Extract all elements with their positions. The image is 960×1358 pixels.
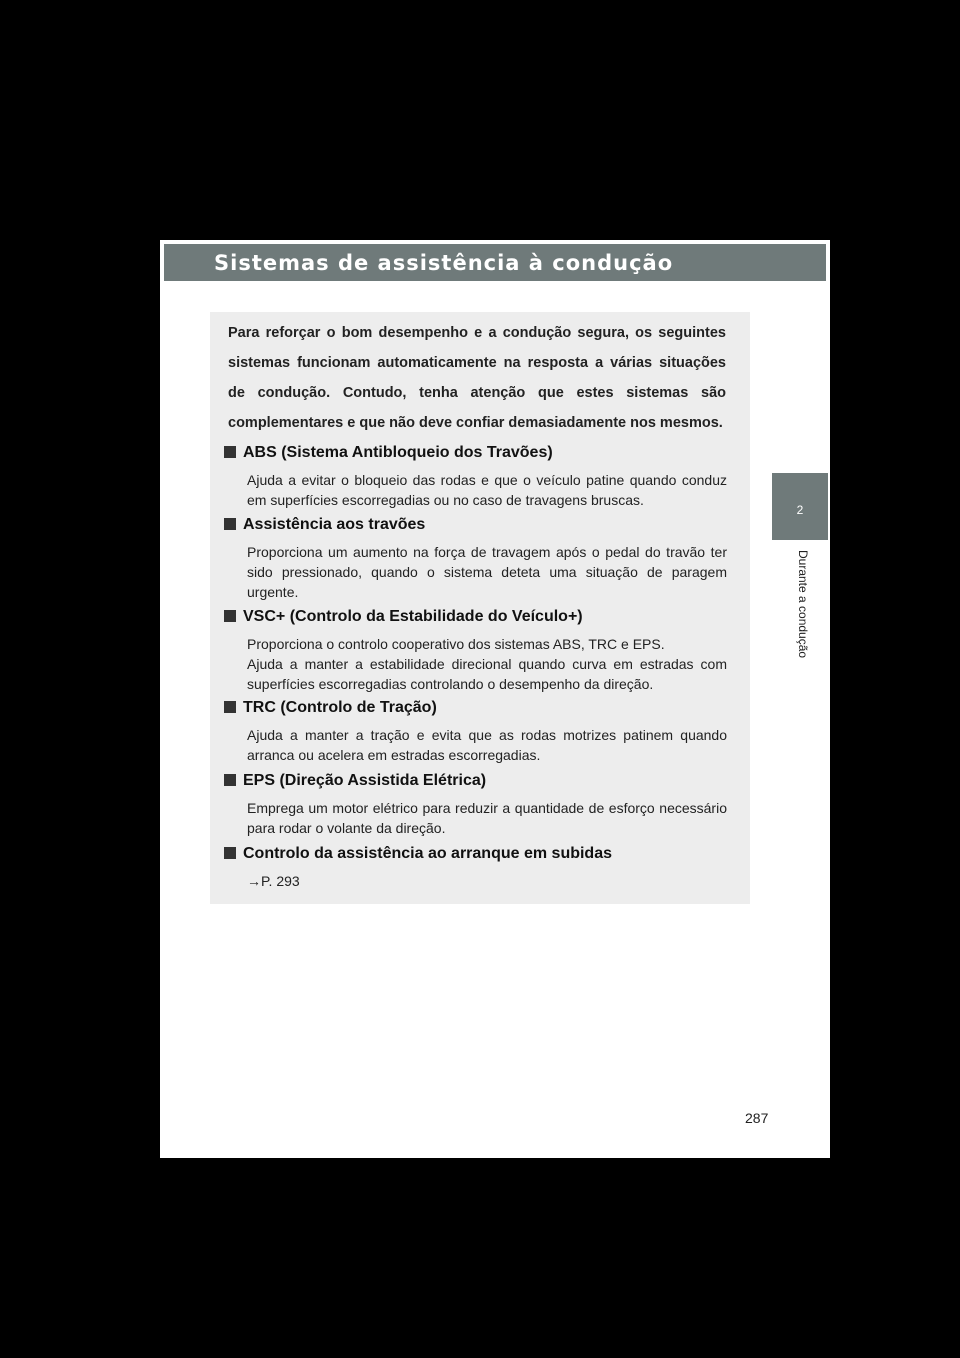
body-line: Ajuda a manter a estabilidade direcional quando curva em estradas com superfícies escorregadias controlando o desempenho da direção. bbox=[247, 656, 727, 692]
body-line: Proporciona um aumento na força de travagem após o pedal do travão ter sido pressionado, quando o sistema deteta uma situação de paragem urgente. bbox=[247, 544, 727, 600]
title-bar bbox=[164, 244, 826, 281]
chapter-tab bbox=[772, 473, 828, 540]
body-line: Ajuda a manter a tração e evita que as rodas motrizes patinem quando arranca ou acelera em estradas escorregadias. bbox=[247, 727, 727, 763]
section-abs bbox=[224, 442, 734, 510]
section-heading bbox=[224, 697, 734, 719]
section-vsc bbox=[224, 606, 734, 694]
section-eps bbox=[224, 770, 734, 838]
section-hill-start bbox=[224, 843, 734, 891]
heading-text: ABS (Sistema Antibloqueio dos Travões) bbox=[243, 444, 553, 461]
heading-text: Assistência aos travões bbox=[243, 516, 426, 533]
section-brake-assist bbox=[224, 514, 734, 602]
section-trc bbox=[224, 697, 734, 765]
section-body bbox=[247, 871, 727, 891]
square-bullet-icon bbox=[224, 610, 236, 622]
section-heading bbox=[224, 514, 734, 536]
heading-text: EPS (Direção Assistida Elétrica) bbox=[243, 772, 487, 789]
page-reference-link[interactable]: →P. 293 bbox=[247, 873, 300, 889]
heading-text: TRC (Controlo de Tração) bbox=[243, 699, 437, 716]
page-title: Sistemas de assistência à condução bbox=[214, 251, 674, 275]
section-body bbox=[247, 634, 727, 694]
chapter-number: 2 bbox=[796, 503, 804, 517]
body-line: Emprega um motor elétrico para reduzir a quantidade de esforço necessário para rodar o volante da direção. bbox=[247, 800, 727, 836]
section-heading bbox=[224, 606, 734, 628]
square-bullet-icon bbox=[224, 518, 236, 530]
chapter-label: Durante a condução bbox=[796, 550, 810, 659]
section-heading bbox=[224, 770, 734, 792]
heading-text: Controlo da assistência ao arranque em subidas bbox=[243, 845, 612, 862]
content-box bbox=[210, 312, 750, 904]
square-bullet-icon bbox=[224, 701, 236, 713]
heading-text: VSC+ (Controlo da Estabilidade do Veículo+) bbox=[243, 608, 583, 625]
section-body bbox=[247, 470, 727, 510]
page-number: 287 bbox=[745, 1110, 769, 1126]
manual-page bbox=[160, 240, 830, 1158]
square-bullet-icon bbox=[224, 774, 236, 786]
section-body bbox=[247, 725, 727, 765]
section-heading bbox=[224, 843, 734, 865]
body-line: Proporciona o controlo cooperativo dos sistemas ABS, TRC e EPS. bbox=[247, 636, 665, 652]
intro-paragraph: Para reforçar o bom desempenho e a condução segura, os seguintes sistemas funcionam automaticamente na resposta a várias situações de condução. Contudo, tenha atenção que estes sistemas são complementares e que não deve confiar demasiadamente nos mesmos. bbox=[228, 325, 726, 431]
square-bullet-icon bbox=[224, 847, 236, 859]
section-heading bbox=[224, 442, 734, 464]
body-line: Ajuda a evitar o bloqueio das rodas e que o veículo patine quando conduz em superfícies escorregadias ou no caso de travagens bruscas. bbox=[247, 472, 727, 508]
square-bullet-icon bbox=[224, 446, 236, 458]
section-body bbox=[247, 542, 727, 602]
section-body bbox=[247, 798, 727, 838]
